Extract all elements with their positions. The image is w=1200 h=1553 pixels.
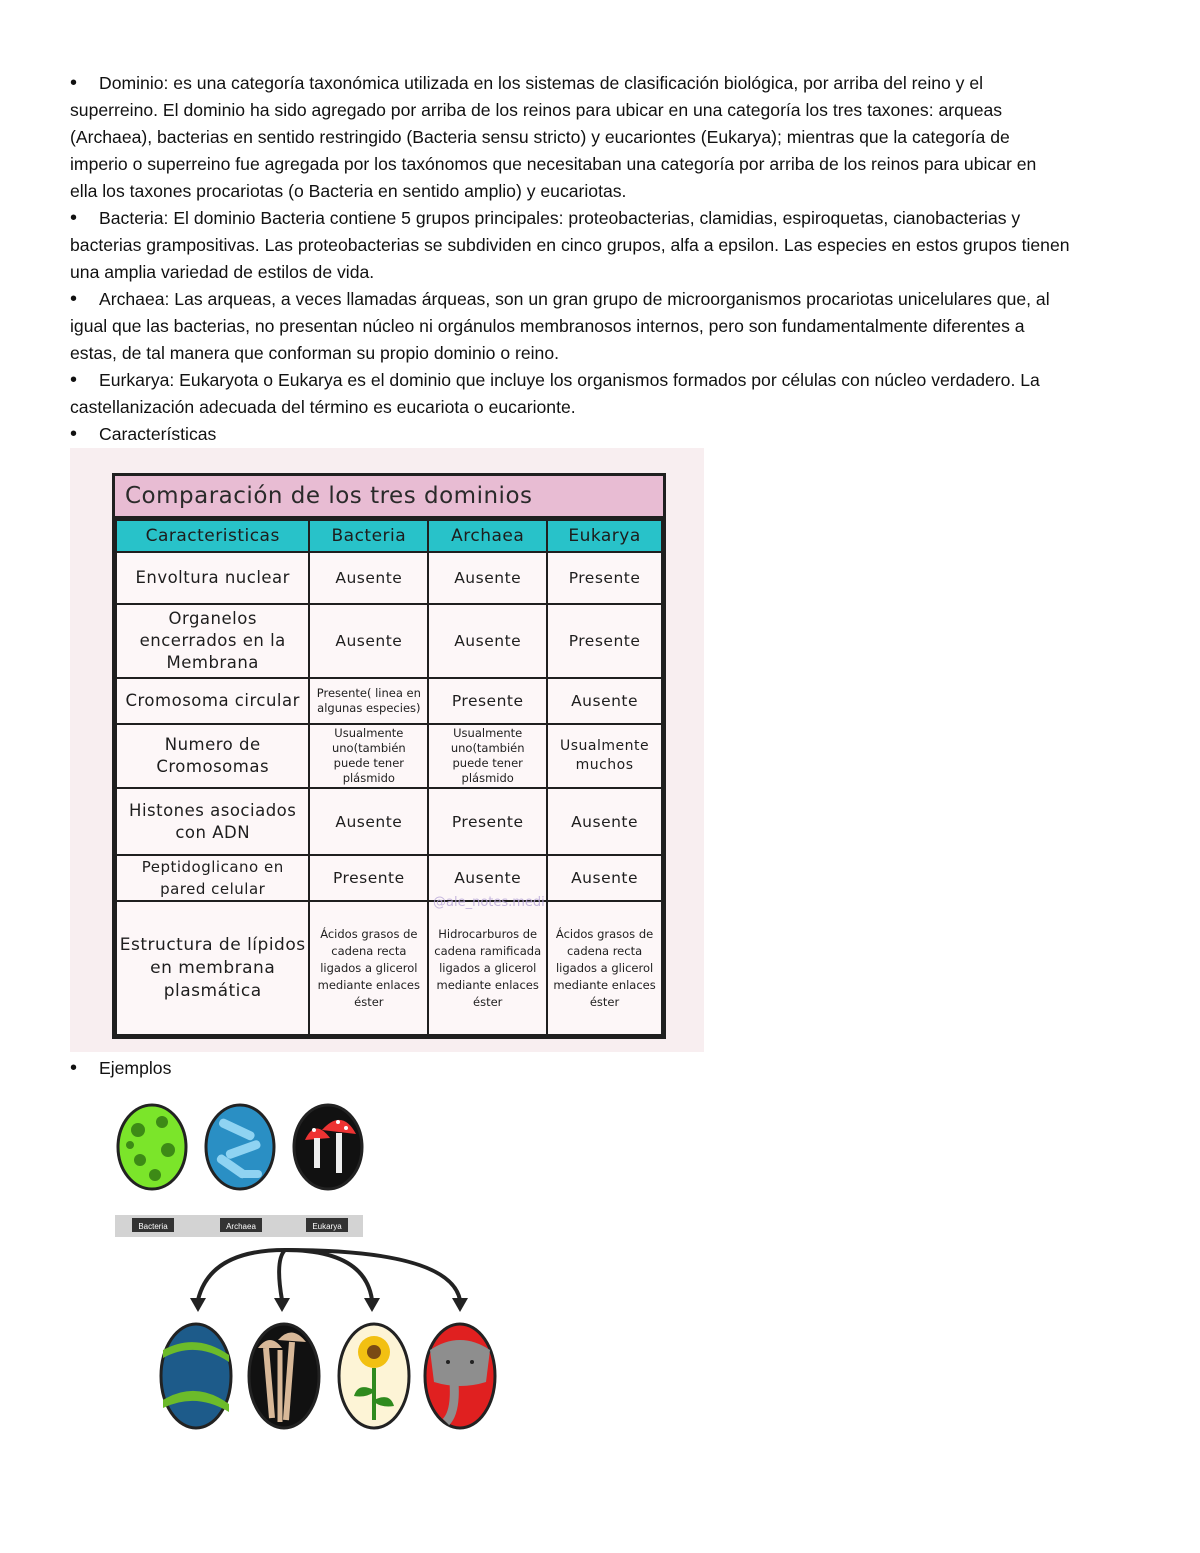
bullet-ejemplos [70,1055,1132,1082]
row-label: Peptidoglicano en pared celular [116,855,309,901]
row-label: Estructura de lípidos en membrana plasmática [116,901,309,1035]
header-bacteria: Bacteria [309,520,428,552]
cell-eukarya: Presente [547,604,662,678]
bullet-archaea [70,286,1132,367]
archaea-line-3: estas, de tal manera que conforman su propio dominio o reino. [70,343,559,363]
row-label: Organelos encerrados en la Membrana [116,604,309,678]
cell-archaea: Hidrocarburos de cadena ramificada ligados a glicerol mediante enlaces éster [428,901,547,1035]
caracteristicas-label: Características [99,424,217,444]
cell-bacteria: Ácidos grasos de cadena recta ligados a glicerol mediante enlaces éster [309,901,428,1035]
cell-archaea: Usualmente uno(también puede tener plásmido [428,724,547,788]
archaea-oval-icon [206,1105,274,1189]
cell-archaea: Presente [428,788,547,855]
bacteria-line-1: Bacteria: El dominio Bacteria contiene 5 grupos principales: proteobacterias, clamidias, espiroquetas, cianobacterias y [99,208,1021,228]
header-caracteristicas: Caracteristicas [116,520,309,552]
table-row [116,855,662,901]
row-label: Cromosoma circular [116,678,309,724]
bullet-eukarya [70,367,1132,421]
archaea-label: Archaea [226,1222,256,1231]
table-row [116,724,662,788]
comparison-grid [115,519,663,1036]
table-row [116,901,662,1035]
header-archaea: Archaea [428,520,547,552]
dominio-line-1: Dominio: es una categoría taxonómica utilizada en los sistemas de clasificación biológica, por arriba del reino y el [99,73,984,93]
comparison-table [112,473,666,1039]
cell-eukarya: Ausente [547,788,662,855]
eukarya-line-1: Eurkarya: Eukaryota o Eukarya es el dominio que incluye los organismos formados por células con núcleo verdadero. La [99,370,1040,390]
document-body [70,70,1132,448]
table-row [116,788,662,855]
animal-oval-icon [425,1324,495,1428]
cell-eukarya: Usualmente muchos [547,724,662,788]
table-row [116,678,662,724]
cell-bacteria: Ausente [309,604,428,678]
watermark: @ale_notes.medi [433,895,545,910]
header-eukarya: Eukarya [547,520,662,552]
eukarya-line-2: castellanización adecuada del término es eucariota o eucarionte. [70,397,576,417]
cell-bacteria: Ausente [309,788,428,855]
bullet-bacteria [70,205,1132,286]
row-label: Envoltura nuclear [116,552,309,604]
dominio-line-3: (Archaea), bacterias en sentido restringido (Bacteria sensu stricto) y eucariontes (Eukarya); mientras que la categoría de [70,127,1010,147]
fungi-oval-icon [249,1324,319,1428]
protist-oval-icon [161,1324,231,1428]
cell-archaea: Ausente [428,604,547,678]
cell-eukarya: Ausente [547,855,662,901]
ejemplos-section [70,1055,1132,1082]
cell-archaea: Ausente [428,552,547,604]
archaea-line-2: igual que las bacterias, no presentan núcleo ni orgánulos membranosos internos, pero son fundamentalmente diferentes a [70,316,1025,336]
domains-diagram-svg [110,1100,510,1440]
cell-bacteria: Presente( linea en algunas especies) [309,678,428,724]
cell-archaea: Ausente [428,855,547,901]
arrow-heads [190,1298,468,1312]
row-label: Histones asociados con ADN [116,788,309,855]
branch-arrows [198,1250,460,1300]
eukarya-label: Eukarya [312,1222,342,1231]
bacteria-oval-icon [118,1105,186,1189]
cell-eukarya: Ausente [547,678,662,724]
bacteria-label: Bacteria [138,1222,168,1231]
dominio-line-2: superreino. El dominio ha sido agregado por arriba de los reinos para ubicar en una categoría los tres taxones: arqueas [70,100,1003,120]
cell-archaea: Presente [428,678,547,724]
header-row [116,520,662,552]
eukarya-oval-icon [294,1105,362,1189]
domains-diagram [110,1100,510,1440]
row-label: Numero de Cromosomas [116,724,309,788]
table-title: Comparación de los tres dominios [115,476,663,519]
bacteria-line-2: bacterias grampositivas. Las proteobacterias se subdividen en cinco grupos, alfa a epsilon. Las especies en estos grupos tienen [70,235,1070,255]
cell-eukarya: Presente [547,552,662,604]
bullet-caracteristicas [70,421,1132,448]
ejemplos-label: Ejemplos [99,1058,172,1078]
cell-eukarya: Ácidos grasos de cadena recta ligados a glicerol mediante enlaces éster [547,901,662,1035]
cell-bacteria: Presente [309,855,428,901]
dominio-line-4: imperio o superreino fue agregada por los taxónomos que necesitaban una categoría por arriba de los reinos para ubicar en [70,154,1037,174]
bacteria-line-3: una amplia variedad de estilos de vida. [70,262,375,282]
bullet-dominio [70,70,1132,205]
plant-oval-icon [339,1324,409,1428]
cell-bacteria: Usualmente uno(también puede tener plásmido [309,724,428,788]
archaea-line-1: Archaea: Las arqueas, a veces llamadas árqueas, son un gran grupo de microorganismos procariotas unicelulares que, al [99,289,1050,309]
cell-bacteria: Ausente [309,552,428,604]
dominio-line-5: ella los taxones procariotas (o Bacteria en sentido amplio) y eucariotas. [70,181,627,201]
comparison-table-image [70,448,704,1052]
table-row [116,604,662,678]
table-row [116,552,662,604]
